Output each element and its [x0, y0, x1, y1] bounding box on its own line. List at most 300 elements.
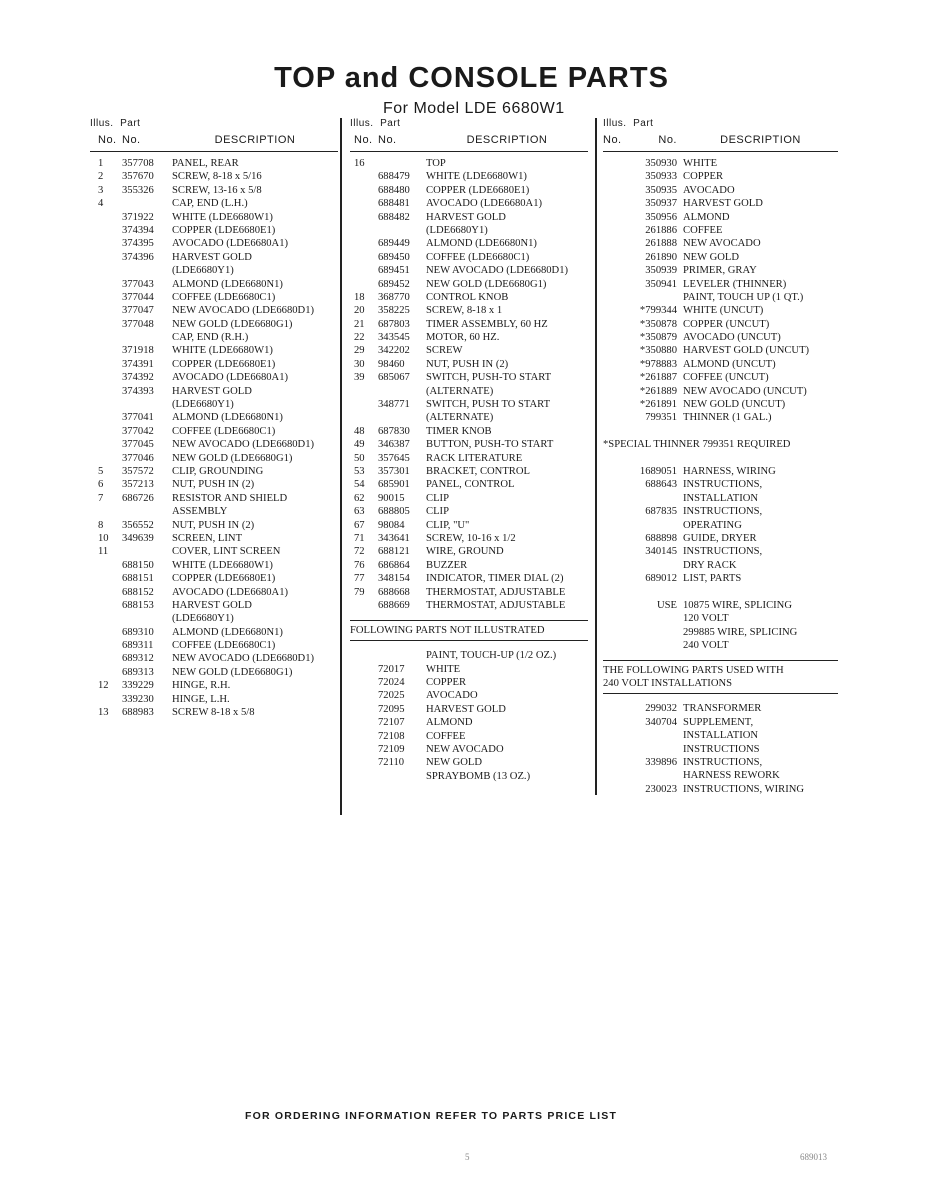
part-description: COPPER [426, 677, 467, 689]
table-row [350, 730, 588, 743]
parts-column-1 [90, 118, 338, 719]
part-number: 368770 [378, 291, 410, 303]
part-number [633, 626, 683, 639]
illus-number [90, 371, 122, 384]
part-number: 350933 [645, 171, 677, 183]
illus-number [603, 559, 633, 572]
part-number: 357670 [122, 171, 154, 183]
illus-number [350, 663, 378, 676]
part-number: *350879 [639, 332, 677, 344]
illus-number: 62 [354, 492, 365, 504]
table-row [90, 184, 338, 197]
table-row [603, 729, 838, 742]
illus-number [603, 545, 633, 558]
illus-number [90, 264, 122, 277]
illus-number [603, 612, 633, 625]
part-description: AVOCADO (UNCUT) [683, 332, 781, 344]
part-description: SCREW 8-18 x 5/8 [172, 707, 255, 719]
part-description: ALMOND [683, 211, 730, 223]
part-description: AVOCADO (LDE6680A1) [172, 372, 289, 384]
part-description: HARVEST GOLD [426, 703, 506, 715]
part-number: 685067 [378, 372, 410, 384]
column-divider [595, 118, 597, 795]
part-description: NUT, PUSH IN (2) [426, 358, 509, 370]
illus-number [90, 693, 122, 706]
page-number: 5 [465, 1152, 470, 1162]
illus-number [603, 331, 633, 344]
part-description: PRIMER, GRAY [683, 265, 757, 277]
table-row [90, 465, 338, 478]
part-number: 688480 [378, 184, 410, 196]
header-part-no: No. [378, 134, 397, 146]
illus-number: 2 [98, 171, 104, 183]
part-number: 689012 [645, 573, 677, 585]
part-number: 374396 [122, 251, 154, 263]
illus-number [603, 743, 633, 756]
illus-number [603, 783, 633, 796]
header-illus-no: No. [98, 134, 117, 146]
table-row [603, 612, 838, 625]
table-row [350, 663, 588, 676]
part-description: COFFEE (LDE6680C1) [172, 640, 276, 652]
table-row [603, 331, 838, 344]
table-row [350, 425, 588, 438]
illus-number [603, 411, 633, 424]
part-description: INSTRUCTIONS, [683, 479, 763, 491]
part-description: WHITE [426, 663, 461, 675]
header-description: DESCRIPTION [214, 134, 296, 146]
column-header-top: Illus. Part [350, 118, 401, 129]
part-description: SWITCH, PUSH-TO START [426, 372, 552, 384]
illus-number [350, 743, 378, 756]
part-number: 346387 [378, 439, 410, 451]
table-row [350, 519, 588, 532]
part-description: COFFEE (LDE6680C1) [172, 425, 276, 437]
illus-number [350, 385, 378, 398]
column-header [90, 134, 338, 152]
column-header-top: Illus. Part [603, 118, 654, 129]
illus-number [350, 770, 378, 783]
table-row [90, 170, 338, 183]
part-number: 688152 [122, 586, 154, 598]
part-number: 72109 [378, 744, 405, 756]
part-description: WHITE (LDE6680W1) [172, 345, 273, 357]
table-row [90, 237, 338, 250]
part-description: NEW GOLD (LDE6680G1) [172, 452, 293, 464]
part-number: 688898 [645, 532, 677, 544]
table-row [90, 679, 338, 692]
illus-number [603, 519, 633, 532]
table-row [350, 358, 588, 371]
illus-number [350, 264, 378, 277]
part-number [633, 639, 683, 652]
part-description: NUT, PUSH IN (2) [172, 479, 255, 491]
table-row [90, 157, 338, 170]
table-row [350, 291, 588, 304]
part-description: 10875 WIRE, SPLICING [683, 599, 792, 611]
illus-number: 22 [354, 332, 365, 344]
part-description: NUT, PUSH IN (2) [172, 519, 255, 531]
part-number: 688668 [378, 586, 410, 598]
table-row [603, 559, 838, 572]
part-description: ALMOND (UNCUT) [683, 358, 776, 370]
part-number: 349639 [122, 532, 154, 544]
part-description: ALMOND (LDE6680N1) [172, 278, 283, 290]
part-number [378, 649, 426, 662]
table-row [90, 532, 338, 545]
illus-number [90, 358, 122, 371]
part-description: SPRAYBOMB (13 OZ.) [426, 770, 531, 782]
parts-column-2 [350, 118, 588, 783]
part-description: HARVEST GOLD (UNCUT) [683, 345, 810, 357]
part-description: (ALTERNATE) [426, 385, 494, 397]
illus-number: 63 [354, 506, 365, 518]
part-number: 685901 [378, 479, 410, 491]
table-row [350, 770, 588, 783]
illus-number [90, 599, 122, 612]
table-row [90, 586, 338, 599]
table-row [603, 756, 838, 769]
table-row [603, 519, 838, 532]
illus-number [350, 703, 378, 716]
part-description: 240 VOLT [683, 640, 729, 652]
table-row [90, 251, 338, 264]
part-number [633, 519, 683, 532]
part-number: 689310 [122, 626, 154, 638]
part-description: TRANSFORMER [683, 703, 762, 715]
part-description: THERMOSTAT, ADJUSTABLE [426, 586, 566, 598]
part-description: HARVEST GOLD [683, 198, 763, 210]
illus-number: 67 [354, 519, 365, 531]
illus-number [603, 358, 633, 371]
table-row [603, 783, 838, 796]
part-description: SWITCH, PUSH TO START [426, 399, 551, 411]
part-description: OPERATING [683, 519, 742, 531]
part-description: BUTTON, PUSH-TO START [426, 439, 554, 451]
part-number [633, 729, 683, 742]
illus-number: 30 [354, 358, 365, 370]
part-description: SCREW [426, 345, 463, 357]
illus-number [90, 398, 122, 411]
illus-number [603, 385, 633, 398]
part-description: WHITE (LDE6680W1) [426, 171, 527, 183]
table-row [350, 251, 588, 264]
table-row [350, 505, 588, 518]
illus-number [603, 492, 633, 505]
part-description: COFFEE (UNCUT) [683, 372, 769, 384]
part-number [378, 157, 426, 170]
header-part-no: No. [658, 134, 677, 146]
table-row [90, 358, 338, 371]
illus-number [603, 599, 633, 612]
table-row [350, 676, 588, 689]
table-row [350, 716, 588, 729]
part-description: ALMOND (LDE6680N1) [172, 412, 283, 424]
illus-number [90, 666, 122, 679]
part-number: 689312 [122, 653, 154, 665]
part-description: DRY RACK [683, 559, 737, 571]
illus-number: 77 [354, 573, 365, 585]
table-row [90, 344, 338, 357]
part-description: COPPER [683, 171, 724, 183]
illus-number [603, 291, 633, 304]
part-number: 357213 [122, 479, 154, 491]
table-row [603, 545, 838, 558]
illus-number [603, 572, 633, 585]
part-description: AVOCADO [426, 690, 478, 702]
illus-number [90, 438, 122, 451]
illus-number [90, 278, 122, 291]
model-subtitle: For Model LDE 6680W1 [383, 100, 565, 117]
part-description: NEW GOLD (UNCUT) [683, 399, 786, 411]
table-row [90, 693, 338, 706]
part-description: INDICATOR, TIMER DIAL (2) [426, 573, 564, 585]
illus-number [350, 251, 378, 264]
column-header [603, 134, 838, 152]
illus-number: 71 [354, 532, 365, 544]
part-description: NEW AVOCADO [426, 744, 504, 756]
part-number: 98084 [378, 519, 405, 531]
part-description: WHITE (LDE6680W1) [172, 211, 273, 223]
illus-number [90, 304, 122, 317]
illus-number [90, 291, 122, 304]
part-number: 90015 [378, 492, 405, 504]
part-description: COVER, LINT SCREEN [172, 546, 281, 558]
section-banner [603, 660, 838, 694]
part-description: ALMOND (LDE6680N1) [426, 238, 537, 250]
part-description: SCREW, 13-16 x 5/8 [172, 184, 262, 196]
part-number: 261888 [645, 238, 677, 250]
table-row [90, 331, 338, 344]
table-row [350, 398, 588, 411]
banner-text: FOLLOWING PARTS NOT ILLUSTRATED [350, 625, 545, 637]
part-number: 343641 [378, 532, 410, 544]
part-description: ASSEMBLY [172, 506, 228, 518]
part-number: 374392 [122, 372, 154, 384]
table-row [603, 626, 838, 639]
illus-number [350, 224, 378, 237]
part-description: HARNESS, WIRING [683, 465, 776, 477]
part-description: INSTRUCTIONS [683, 743, 760, 755]
part-description: COFFEE [426, 730, 466, 742]
part-number: 689313 [122, 666, 154, 678]
part-number: 687803 [378, 318, 410, 330]
table-row [603, 224, 838, 237]
part-description: BUZZER [426, 559, 468, 571]
table-row [603, 184, 838, 197]
illus-number [90, 425, 122, 438]
table-row [350, 157, 588, 170]
part-description: HARVEST GOLD [172, 385, 252, 397]
illus-number: 53 [354, 465, 365, 477]
illus-number [350, 649, 378, 662]
illus-number [90, 224, 122, 237]
part-description: CAP, END (L.H.) [172, 198, 248, 210]
part-description: (LDE6680Y1) [426, 224, 488, 236]
table-row [603, 251, 838, 264]
illus-number [603, 371, 633, 384]
illus-number [90, 385, 122, 398]
illus-number: 11 [98, 546, 109, 558]
part-description: NEW AVOCADO [683, 238, 761, 250]
part-number: 72024 [378, 677, 405, 689]
illus-number: 72 [354, 546, 365, 558]
table-row [90, 519, 338, 532]
table-row [350, 411, 588, 424]
part-number [633, 492, 683, 505]
part-description: TIMER KNOB [426, 425, 492, 437]
illus-number [603, 702, 633, 715]
part-description: WIRE, GROUND [426, 546, 504, 558]
part-number: 342202 [378, 345, 410, 357]
illus-number: 48 [354, 425, 365, 437]
part-number: 357572 [122, 465, 154, 477]
table-row [350, 170, 588, 183]
illus-number [90, 559, 122, 572]
illus-number [603, 278, 633, 291]
part-description: HARNESS REWORK [683, 770, 780, 782]
table-row [603, 358, 838, 371]
part-number: 299032 [645, 703, 677, 715]
illus-number: 12 [98, 680, 109, 692]
table-row [350, 385, 588, 398]
table-row [350, 264, 588, 277]
illus-number: 1 [98, 158, 104, 169]
table-row [90, 278, 338, 291]
part-number: 261886 [645, 224, 677, 236]
part-description: NEW GOLD (LDE6680G1) [172, 666, 293, 678]
part-description: PANEL, REAR [172, 158, 239, 169]
header-description: DESCRIPTION [466, 134, 548, 146]
part-description: COFFEE (LDE6680C1) [172, 291, 276, 303]
illus-number [603, 157, 633, 170]
part-number: 374393 [122, 385, 154, 397]
part-description: NEW GOLD (LDE6680G1) [426, 278, 547, 290]
part-description: CLIP, GROUNDING [172, 465, 264, 477]
part-number [122, 612, 172, 625]
part-description: (LDE6680Y1) [172, 265, 234, 277]
part-description: INSTALLATION [683, 730, 759, 742]
spacer [603, 452, 838, 465]
part-description: INSTALLATION [683, 492, 759, 504]
part-number: 350939 [645, 265, 677, 277]
part-number: 688482 [378, 211, 410, 223]
illus-number: 39 [354, 372, 365, 384]
column-header-top: Illus. Part [90, 118, 141, 129]
table-row [90, 652, 338, 665]
table-row [603, 478, 838, 491]
part-number: 357645 [378, 452, 410, 464]
table-row [603, 237, 838, 250]
illus-number [603, 170, 633, 183]
table-row [90, 318, 338, 331]
part-description: PAINT, TOUCH-UP (1/2 OZ.) [426, 650, 557, 662]
illus-number [603, 626, 633, 639]
part-number: 339230 [122, 693, 154, 705]
illus-number: 50 [354, 452, 365, 464]
part-number: 688669 [378, 599, 410, 611]
part-number [122, 398, 172, 411]
table-row [603, 278, 838, 291]
illus-number [90, 331, 122, 344]
part-number: 374395 [122, 238, 154, 250]
table-row [603, 702, 838, 715]
part-description: LIST, PARTS [683, 573, 742, 585]
illus-number [90, 652, 122, 665]
part-description: CLIP [426, 506, 449, 518]
illus-number [90, 505, 122, 518]
part-number: 357708 [122, 158, 154, 169]
part-description: WHITE [683, 158, 718, 169]
part-number: 348154 [378, 573, 410, 585]
part-number [633, 769, 683, 782]
illus-number: 18 [354, 291, 365, 303]
table-row [350, 532, 588, 545]
table-row [90, 398, 338, 411]
illus-number [603, 237, 633, 250]
part-description: HARVEST GOLD [172, 599, 252, 611]
illus-number [90, 211, 122, 224]
illus-number: 49 [354, 439, 365, 451]
part-description: INSTRUCTIONS, [683, 506, 763, 518]
illus-number [603, 729, 633, 742]
table-row [603, 157, 838, 170]
table-row [350, 197, 588, 210]
table-row [603, 743, 838, 756]
parts-column-3 [603, 118, 838, 796]
part-number: 689451 [378, 265, 410, 277]
part-number: 686864 [378, 559, 410, 571]
part-description: HARVEST GOLD [172, 251, 252, 263]
part-number [378, 385, 426, 398]
part-number: 686726 [122, 492, 154, 504]
table-row [350, 492, 588, 505]
part-number: 340704 [645, 716, 677, 728]
illus-number [350, 599, 378, 612]
illus-number [90, 639, 122, 652]
part-description: PAINT, TOUCH UP (1 QT.) [683, 291, 804, 303]
illus-number [90, 344, 122, 357]
illus-number: 16 [354, 158, 365, 169]
part-number: 350956 [645, 211, 677, 223]
table-row [350, 438, 588, 451]
part-number [122, 545, 172, 558]
part-description: NEW AVOCADO (LDE6680D1) [172, 439, 315, 451]
table-row [90, 612, 338, 625]
part-description: HINGE, R.H. [172, 680, 231, 692]
banner-text: 240 VOLT INSTALLATIONS [603, 678, 733, 690]
part-description: SUPPLEMENT, [683, 716, 754, 728]
table-row [90, 264, 338, 277]
table-row [350, 304, 588, 317]
header-illus-no: No. [603, 134, 622, 146]
illus-number: 7 [98, 492, 104, 504]
part-description: 120 VOLT [683, 613, 729, 625]
spacer [603, 425, 838, 438]
part-description: NEW GOLD [683, 251, 739, 263]
part-description: (LDE6680Y1) [172, 613, 234, 625]
part-number [633, 612, 683, 625]
part-number: 688151 [122, 573, 154, 585]
part-number: 688983 [122, 707, 154, 719]
part-number [378, 411, 426, 424]
part-number: 377042 [122, 425, 154, 437]
table-row [350, 559, 588, 572]
illus-number [350, 184, 378, 197]
illus-number [90, 318, 122, 331]
illus-number: 10 [98, 532, 109, 544]
illus-number [603, 532, 633, 545]
